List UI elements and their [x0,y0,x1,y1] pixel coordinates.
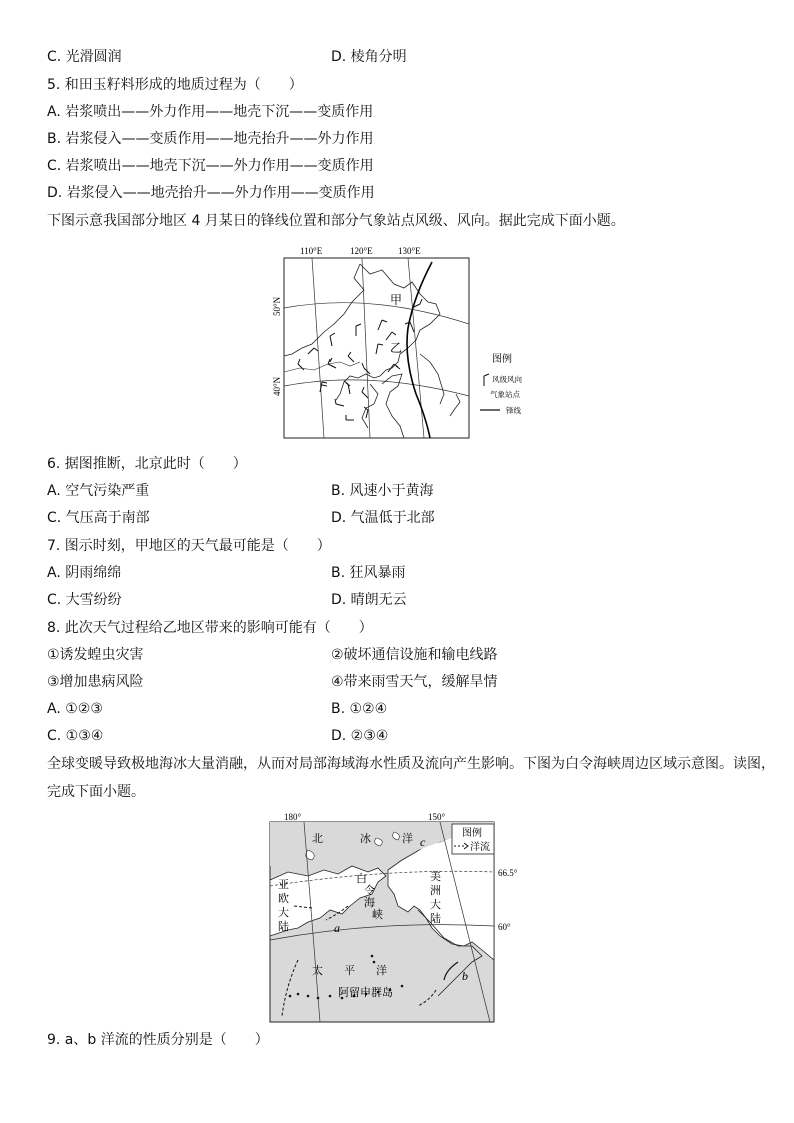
q7-option-a: A. 阴雨绵绵 [47,565,122,581]
current-label-c: c [420,835,426,849]
arctic-char-2: 冰 [360,832,371,845]
lat-label-665: 66.5° [498,868,518,878]
lon-label-120: 120°E [350,246,373,256]
strait-char-2: 令 [364,884,375,897]
lat-label-50: 50°N [272,296,282,316]
place-jia: 甲 [390,293,403,307]
q6-stem: 6. 据图推断，北京此时（ ） [47,456,247,472]
pacific-char-2: 平 [344,964,355,977]
strait-char-1: 白 [356,872,367,885]
lat-label-40: 40°N [272,376,282,396]
pacific-char-3: 洋 [376,964,387,977]
lon-label-110: 110°E [300,246,323,256]
pacific-char-1: 太 [312,964,323,977]
eurasia-char-3: 大 [278,906,289,919]
q7-option-c: C. 大雪纷纷 [47,592,122,608]
legend2-title: 图例 [462,828,482,839]
lon-label-130: 130°E [398,246,421,256]
q8-statement-2: ②破坏通信设施和输电线路 [331,647,498,663]
current-label-a: a [334,921,340,935]
lon-label-150: 150° [428,812,446,822]
q7-option-d: D. 晴朗无云 [331,592,407,608]
q8-statement-3: ③增加患病风险 [47,674,144,690]
q5-stem: 5. 和田玉籽料形成的地质过程为（ ） [47,77,303,93]
q5-option-a: A. 岩浆喷出——外力作用——地壳下沉——变质作用 [47,104,374,120]
q8-option-b: B. ①②④ [331,701,388,717]
place-yi: 乙 [390,341,403,355]
q6-option-b: B. 风速小于黄海 [331,483,434,499]
strait-char-4: 峡 [372,908,383,921]
legend-station-1: 风级风向 [492,375,522,384]
q6-option-a: A. 空气污染严重 [47,483,150,499]
lon-label-180: 180° [284,812,302,822]
eurasia-char-1: 亚 [278,878,289,891]
legend2-current: 洋流 [470,842,490,853]
q8-option-c: C. ①③④ [47,728,104,744]
q4-option-c: C. 光滑圆润 [47,49,122,65]
arctic-char-3: 洋 [402,832,413,845]
intro-bering-map: 全球变暖导致极地海冰大量消融，从而对局部海域海水性质及流向产生影响。下图为白令海峡周边区域示意图。读图，完成下面小题。 [47,756,775,800]
weather-front-map [270,244,540,442]
america-char-2: 洲 [430,884,441,897]
legend-station-2: 气象站点 [490,390,520,399]
america-char-3: 大 [430,898,441,911]
q9-stem: 9. a、b 洋流的性质分别是（ ） [47,1032,269,1048]
current-label-b: b [462,969,468,983]
q8-option-d: D. ②③④ [331,728,389,744]
q5-option-d: D. 岩浆侵入——地壳抬升——外力作用——变质作用 [47,185,375,201]
america-char-1: 美 [430,870,441,883]
eurasia-char-4: 陆 [278,920,289,933]
q5-option-c: C. 岩浆喷出——地壳下沉——外力作用——变质作用 [47,158,374,174]
q6-option-d: D. 气温低于北部 [331,510,435,526]
q8-statement-1: ①诱发蝗虫灾害 [47,647,144,663]
america-char-4: 陆 [430,912,441,925]
arctic-char-1: 北 [312,832,323,845]
q7-stem: 7. 图示时刻，甲地区的天气最可能是（ ） [47,538,331,554]
q6-option-c: C. 气压高于南部 [47,510,150,526]
aleutian-label: 阿留申群岛 [338,986,393,999]
eurasia-char-2: 欧 [278,892,289,905]
q5-option-b: B. 岩浆侵入——变质作用——地壳抬升——外力作用 [47,131,374,147]
intro-weather-map: 下图示意我国部分地区 4 月某日的锋线位置和部分气象站点风级、风向。据此完成下面小题。 [47,213,625,229]
legend-front: 锋线 [506,406,521,415]
q8-statement-4: ④带来雨雪天气，缓解旱情 [331,674,498,690]
strait-char-3: 海 [364,896,375,909]
q8-stem: 8. 此次天气过程给乙地区带来的影响可能有（ ） [47,620,373,636]
q8-option-a: A. ①②③ [47,701,103,717]
q4-option-d: D. 棱角分明 [331,49,407,65]
lat-label-60: 60° [498,922,511,932]
q7-option-b: B. 狂风暴雨 [331,565,406,581]
legend-title: 图例 [492,354,512,365]
bering-strait-map [268,810,528,1026]
